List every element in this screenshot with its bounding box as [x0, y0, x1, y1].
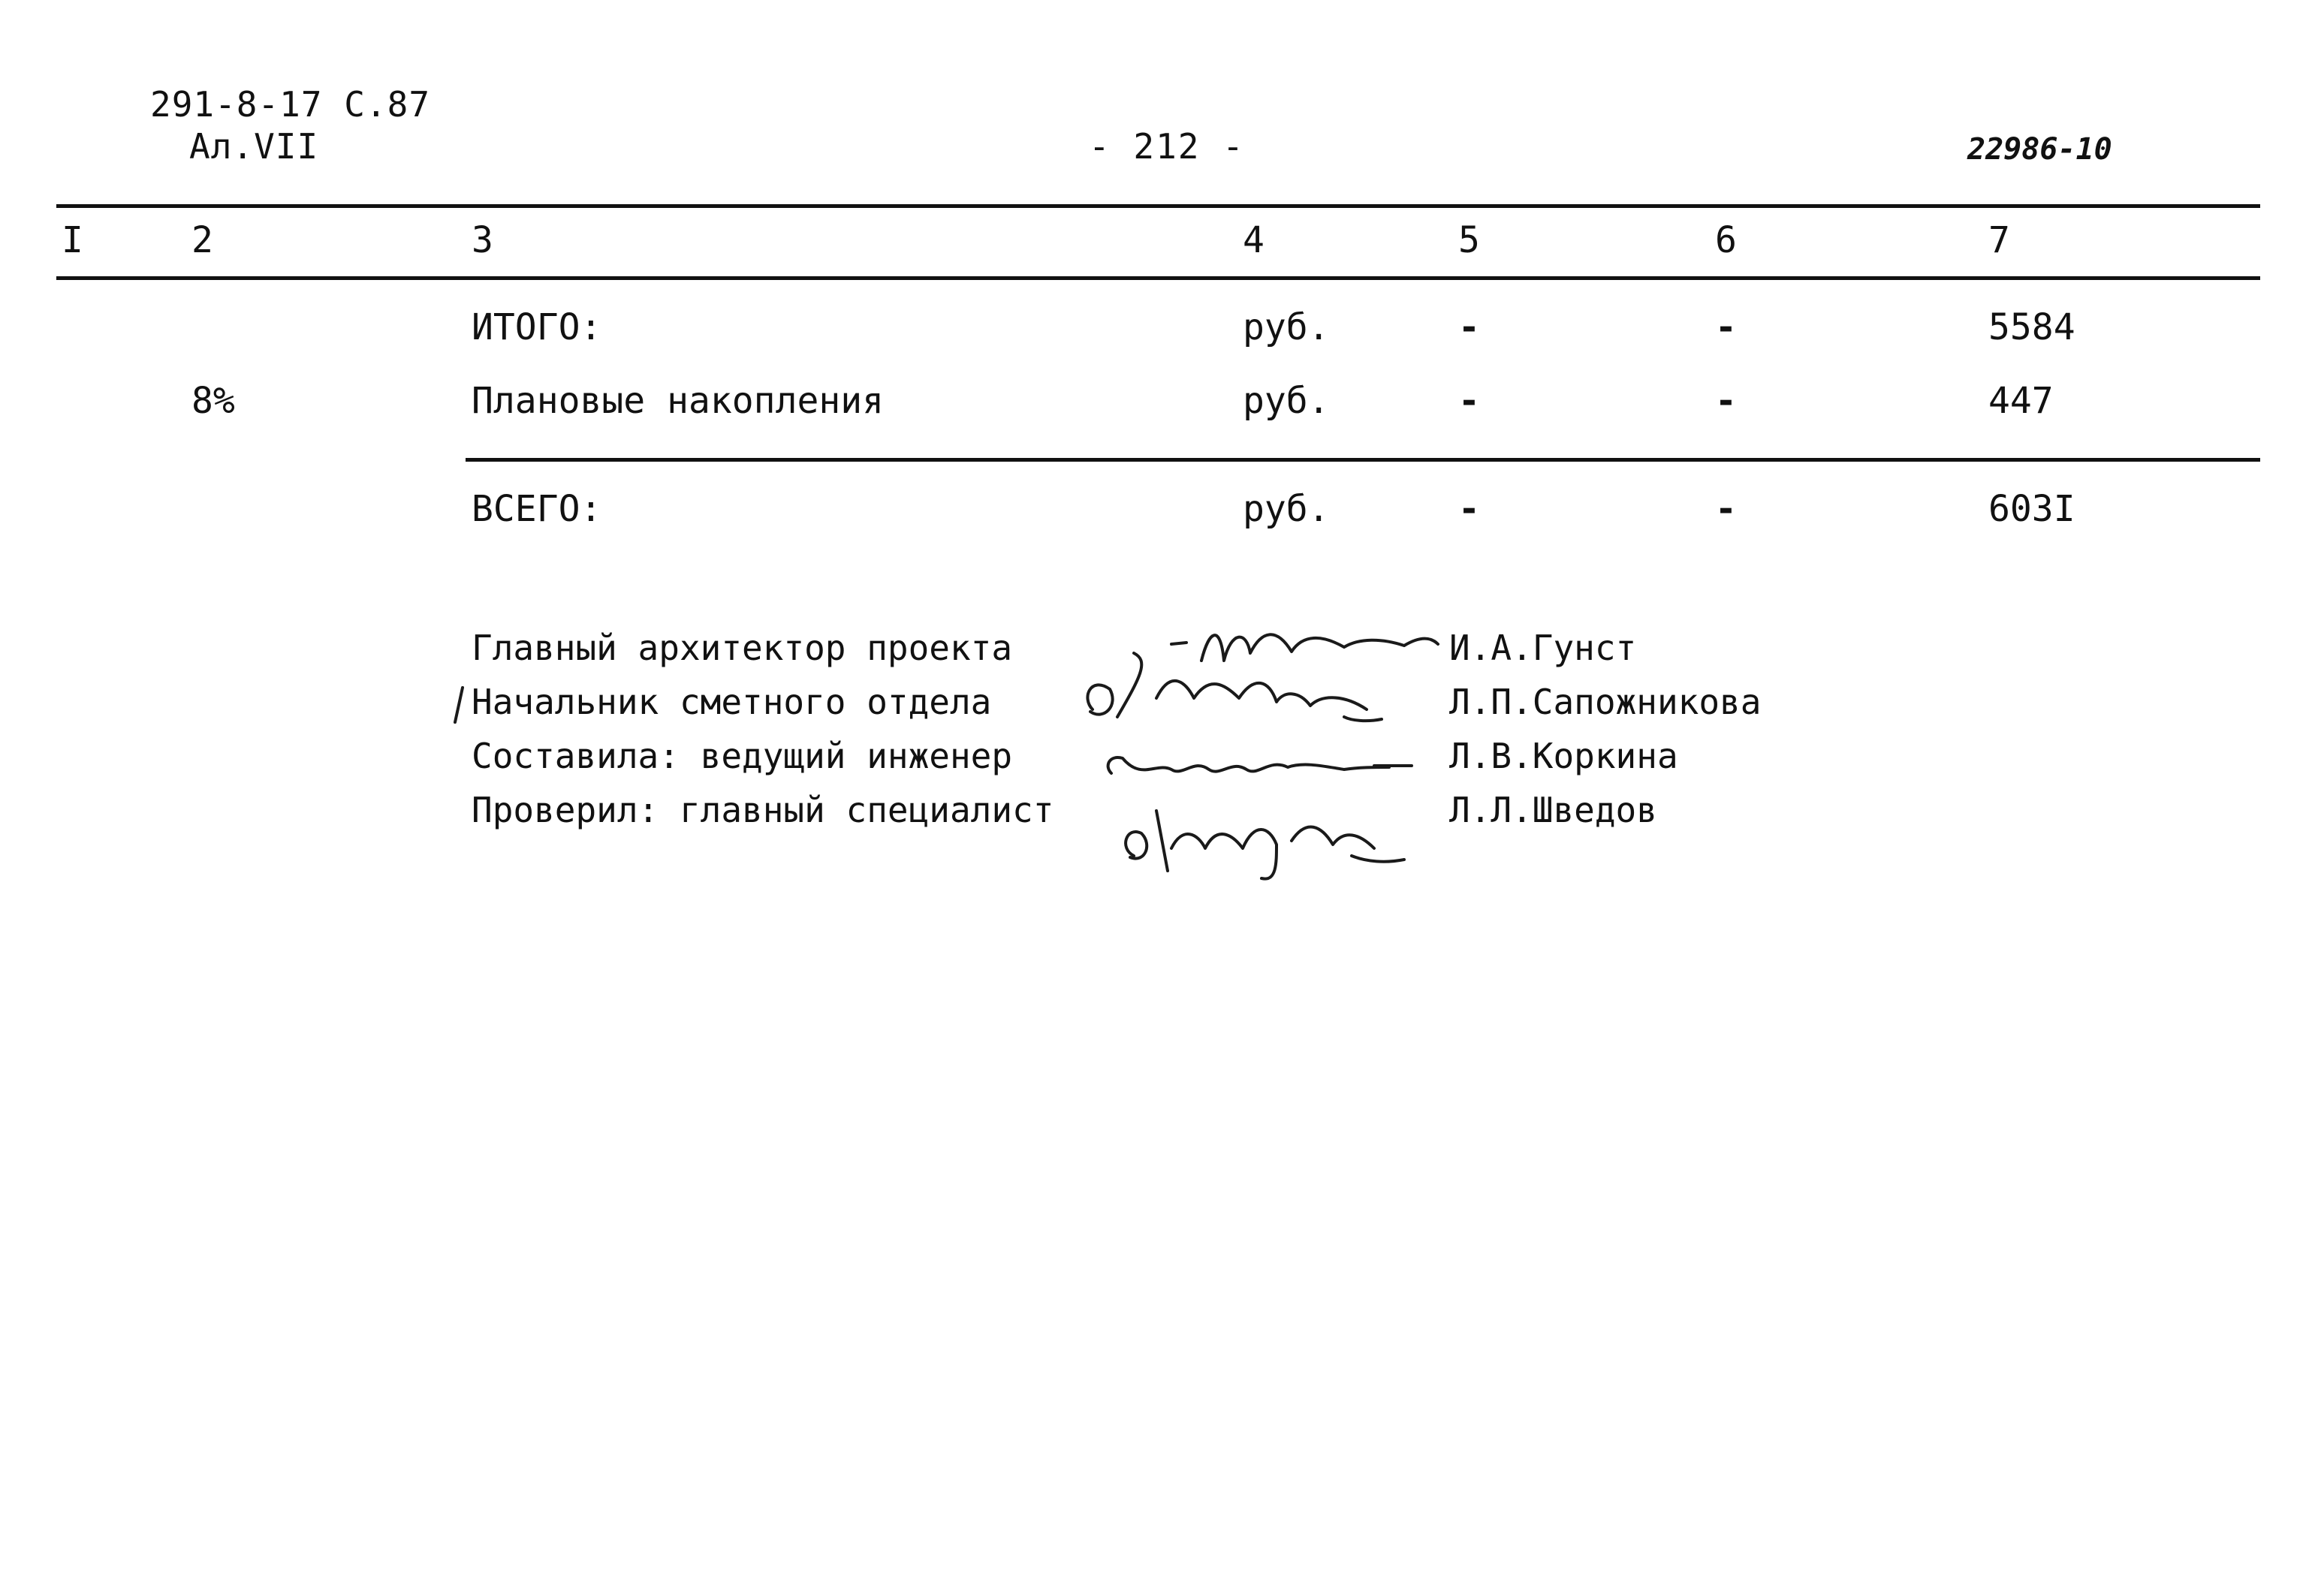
signatory-name: Л.П.Сапожникова [1449, 682, 1762, 722]
signatory-position: Главный архитектор проекта [472, 628, 1013, 668]
row-col6: - [1715, 306, 1737, 348]
column-header-5: 5 [1458, 219, 1480, 261]
row-col6: - [1715, 380, 1737, 422]
signature-4-scribble [1126, 811, 1404, 879]
row-value: 5584 [1988, 306, 2075, 348]
row-col6: - [1715, 488, 1737, 530]
row-col5: - [1458, 488, 1480, 530]
row-unit: руб. [1243, 306, 1330, 348]
row-unit: руб. [1243, 380, 1330, 422]
signature-2-scribble [1087, 653, 1382, 721]
signatory-name: Л.В.Коркина [1449, 736, 1678, 776]
table-top-rule [56, 204, 2260, 208]
row-name: ВСЕГО: [472, 488, 602, 530]
row-col5: - [1458, 306, 1480, 348]
column-header-2: 2 [191, 219, 213, 261]
row-col5: - [1458, 380, 1480, 422]
table-header-rule [56, 276, 2260, 280]
subtotal-rule [466, 458, 2260, 462]
row-rate: 8% [191, 380, 235, 422]
archive-number: 22986-10 [1967, 132, 2112, 167]
column-header-3: 3 [472, 219, 493, 261]
signatory-name: И.А.Гунст [1449, 628, 1637, 668]
signatory-name: Л.Л.Шведов [1449, 790, 1657, 830]
row-name: Плановые накопления [472, 380, 885, 422]
signatory-position: Начальник сметного отдела [472, 682, 992, 722]
margin-tick-mark [455, 688, 463, 722]
column-header-6: 6 [1715, 219, 1737, 261]
signatory-position: Проверил: главный специалист [472, 790, 1054, 830]
column-header-1: I [62, 219, 83, 261]
album-number: Ал.VII [189, 126, 319, 167]
page-number: - 212 - [1089, 126, 1245, 167]
row-value: 447 [1988, 380, 2054, 422]
document-code: 291-8-17 С.87 [150, 84, 431, 125]
row-unit: руб. [1243, 488, 1330, 530]
row-name: ИТОГО: [472, 306, 602, 348]
signatory-position: Составила: ведущий инженер [472, 736, 1013, 776]
row-value: 603I [1988, 488, 2075, 530]
signature-3-scribble [1108, 757, 1412, 773]
column-header-7: 7 [1988, 219, 2010, 261]
column-header-4: 4 [1243, 219, 1265, 261]
signature-1-scribble [1171, 634, 1438, 661]
